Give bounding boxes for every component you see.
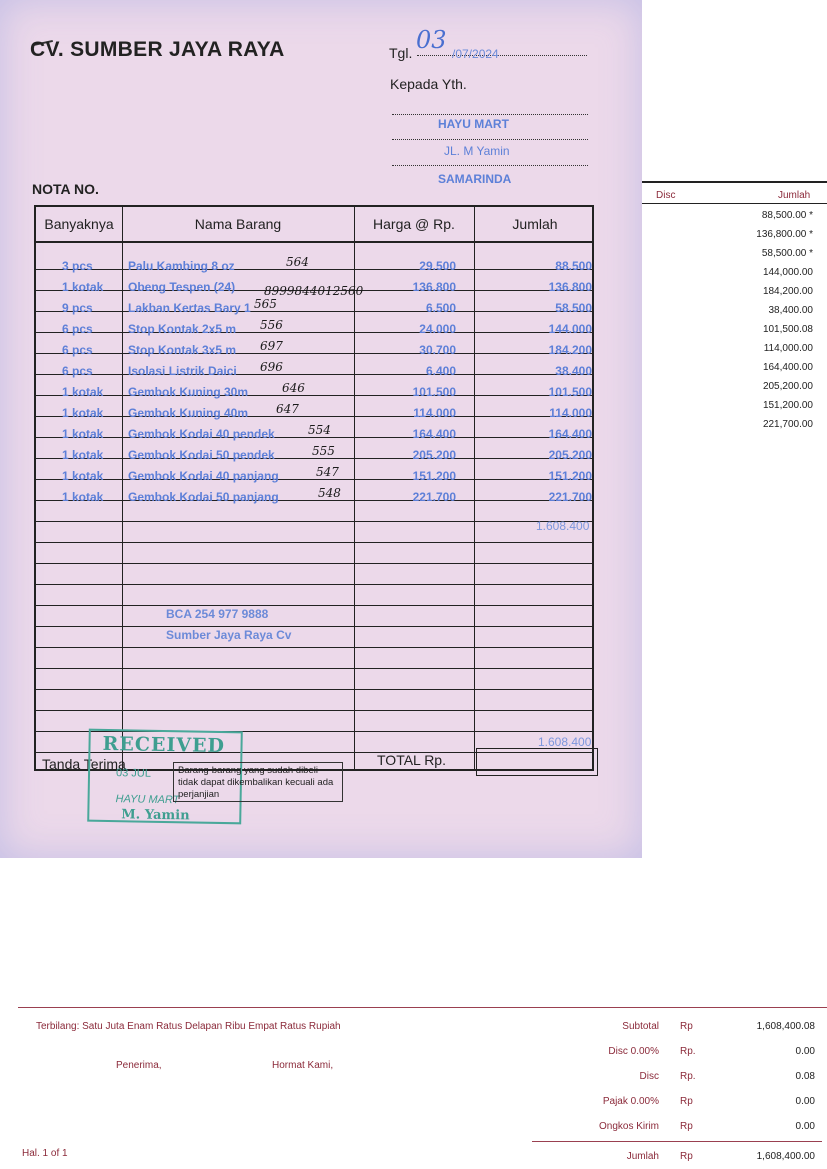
date-label: Tgl. — [389, 45, 413, 61]
date-day: 03 — [416, 26, 447, 54]
strip-amount: 184,200.00 — [762, 286, 813, 297]
customer-city: SAMARINDA — [438, 172, 512, 186]
strip-amount: 221,700.00 — [762, 419, 813, 430]
discount-amount: 0.08 — [795, 1071, 815, 1082]
table-row: 6 pcs Isolasi Listrik Daici 696 6.400 38.400 — [62, 360, 592, 378]
strip-amount: 101,500.08 — [762, 324, 813, 335]
footer-total-divider — [532, 1141, 822, 1142]
strip-jumlah-header: Jumlah — [778, 190, 811, 201]
shipping-amount: 0.00 — [795, 1121, 815, 1132]
table-row: 1 kotak Gembok Kodai 50 panjang 548 221.700 221.700 — [62, 486, 592, 504]
tax-currency: Rp — [680, 1096, 693, 1107]
bank-account-name: Sumber Jaya Raya Cv — [166, 628, 292, 642]
bank-account: BCA 254 977 9888 — [166, 607, 269, 621]
table-row: 1 kotak Gembok Kodai 40 panjang 547 151.200 151.200 — [62, 465, 592, 483]
recipient-line — [392, 114, 588, 115]
date-line — [417, 55, 587, 56]
return-policy-note: Barang-barang yang sudah dibeli tidak dapat dikembalikan kecuali ada perjanjian — [173, 762, 343, 802]
recipient-line — [392, 165, 588, 166]
subtotal-value: 1.608.400 — [536, 519, 590, 533]
table-row: 3 pcs Palu Kambing 8 oz 564 29.500 88.500 — [62, 255, 592, 273]
received-stamp: RECEIVED 03 JUL HAYU MART M. Yamin — [87, 729, 243, 825]
tax-amount: 0.00 — [795, 1096, 815, 1107]
customer-name: HAYU MART — [438, 117, 509, 131]
grand-total-currency: Rp — [680, 1151, 693, 1162]
table-row: 1 kotak Gembok Kuning 40m 647 114.000 114.000 — [62, 402, 592, 420]
strip-amount: 144,000.00 — [762, 267, 813, 278]
shipping-label: Ongkos Kirim — [598, 1121, 659, 1132]
receiver-label: Penerima, — [116, 1060, 162, 1071]
table-row: 1 kotak Gembok Kodai 40 pendek 554 164.400 164.400 — [62, 423, 592, 441]
strip-amount: 205,200.00 — [762, 381, 813, 392]
strip-amount: 38,400.00 — [768, 305, 813, 316]
nota-number-label: NOTA NO. — [32, 181, 99, 197]
strip-amount: 151,200.00 — [762, 400, 813, 411]
page-number: Hal. 1 of 1 — [22, 1148, 68, 1159]
recipient-label: Kepada Yth. — [390, 76, 467, 92]
grand-total-label: Jumlah — [626, 1151, 659, 1162]
discount-percent-currency: Rp. — [680, 1046, 696, 1057]
total-value-blue: 1.608.400 — [538, 735, 592, 749]
sender-label: Hormat Kami, — [272, 1060, 334, 1071]
items-table — [34, 205, 594, 771]
strip-amount: 88,500.00 * — [761, 210, 813, 221]
terbilang: Terbilang: Satu Juta Enam Ratus Delapan Ribu Empat Ratus Rupiah — [36, 1021, 341, 1032]
shipping-currency: Rp — [680, 1121, 693, 1132]
footer-divider — [18, 1007, 827, 1008]
discount-percent-amount: 0.00 — [795, 1046, 815, 1057]
subtotal-amount: 1,608,400.08 — [756, 1021, 815, 1032]
strip-disc-header: Disc — [656, 190, 676, 201]
total-label: TOTAL Rp. — [377, 752, 446, 768]
discount-currency: Rp. — [680, 1071, 696, 1082]
strip-amount: 164,400.00 — [762, 362, 813, 373]
header-item: Nama Barang — [194, 216, 282, 232]
receipt-label: Tanda Terima — [42, 756, 126, 772]
header-price: Harga @ Rp. — [373, 216, 455, 232]
grand-total-amount: 1,608,400.00 — [756, 1151, 815, 1162]
table-row: 9 pcs Lakban Kertas Bary 1 565 6.500 58.500 — [62, 297, 592, 315]
strip-amount: 136,800.00 * — [756, 229, 813, 240]
strip-header-line — [642, 181, 827, 183]
table-row: 1 kotak Gembok Kuning 30m 646 101.500 101.500 — [62, 381, 592, 399]
strip-amount: 114,000.00 — [763, 343, 813, 354]
date-month-year: /07/2024 — [452, 47, 499, 61]
subtotal-label: Subtotal — [622, 1021, 659, 1032]
table-row: 1 kotak Obeng Tespen (24) 8999844012560 136.800 136.800 — [62, 280, 592, 298]
strip-amount: 58,500.00 * — [761, 248, 813, 259]
company-name: CV. SUMBER JAYA RAYA — [30, 38, 285, 61]
tax-label: Pajak 0.00% — [602, 1096, 659, 1107]
table-row: 1 kotak Gembok Kodai 50 pendek 555 205.200 205.200 — [62, 444, 592, 462]
discount-percent-label: Disc 0.00% — [608, 1046, 659, 1057]
header-total: Jumlah — [512, 216, 558, 232]
header-qty: Banyaknya — [44, 216, 114, 232]
customer-street: JL. M Yamin — [444, 144, 510, 158]
total-box — [476, 748, 598, 776]
discount-label: Disc — [639, 1071, 659, 1082]
strip-divider — [642, 203, 827, 204]
table-row: 6 pcs Stop Kontak 2x5 m 556 24.000 144.000 — [62, 318, 592, 336]
subtotal-currency: Rp — [680, 1021, 693, 1032]
recipient-line — [392, 139, 588, 140]
table-row: 6 pcs Stop Kontak 3x5 m 697 30.700 184.200 — [62, 339, 592, 357]
